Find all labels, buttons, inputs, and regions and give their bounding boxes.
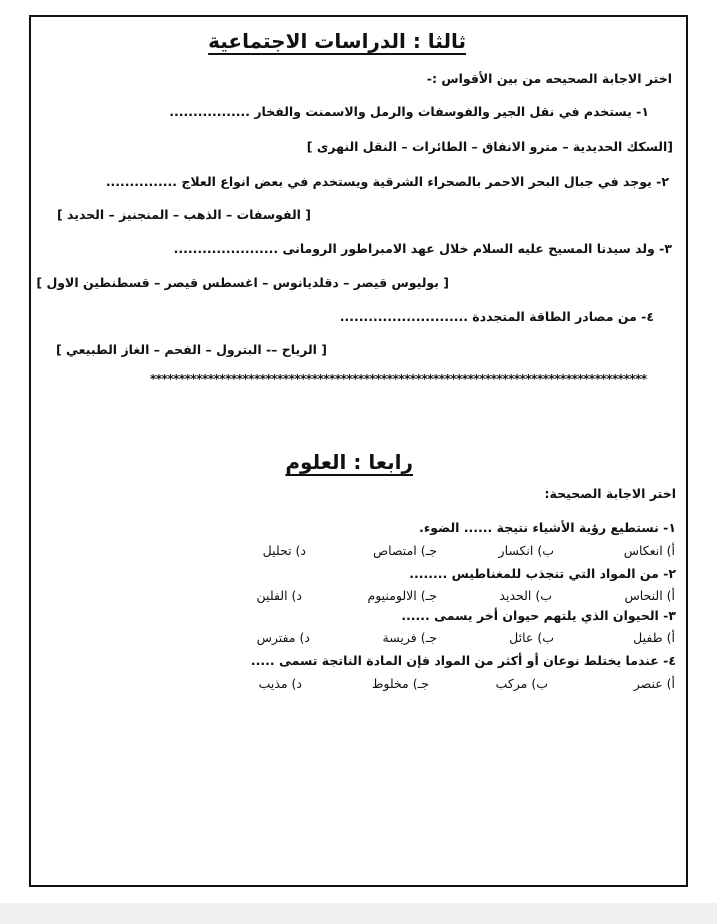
science-question-2-option-c: جـ) الالومنيوم bbox=[367, 588, 437, 603]
section-title-social-studies: ثالثا : الدراسات الاجتماعية bbox=[208, 29, 466, 53]
science-question-4-option-c: جـ) مخلوط bbox=[371, 676, 429, 691]
science-question-3-option-b: ب) عائل bbox=[509, 630, 554, 645]
science-question-3-option-a: أ) طفيل bbox=[633, 630, 675, 645]
science-question-3-option-c: جـ) فريسة bbox=[382, 630, 437, 645]
science-question-2: ٢- من المواد التي تنجذب للمغناطيس ........ bbox=[409, 566, 676, 581]
science-question-2-option-d: د) الفلين bbox=[256, 588, 302, 603]
science-question-4-option-d: د) مذيب bbox=[258, 676, 302, 691]
social-question-3: ٣- ولد سيدنا المسيح عليه السلام خلال عهد الامبراطور الرومانى ...................... bbox=[173, 241, 672, 256]
science-question-2-option-b: ب) الحديد bbox=[499, 588, 552, 603]
science-question-1: ١- نستطيع رؤية الأشياء نتيجة ...... الضوء. bbox=[419, 520, 676, 535]
science-question-4-option-a: أ) عنصر bbox=[633, 676, 675, 691]
social-question-1-choices: [السكك الحديدية – مترو الانفاق – الطائرات – النقل النهرى ] bbox=[306, 139, 673, 154]
science-question-3: ٣- الحيوان الذي يلتهم حيوان أخر يسمى ...... bbox=[401, 608, 676, 623]
bottom-strip bbox=[0, 903, 717, 924]
section-title-science: رابعا : العلوم bbox=[285, 450, 413, 474]
social-question-2-choices: [ الفوسفات – الذهب – المنجنيز – الحديد ] bbox=[56, 207, 311, 222]
social-question-1: ١- يستخدم في نقل الجير والفوسفات والرمل والاسمنت والفخار ................. bbox=[169, 104, 649, 119]
science-question-1-option-c: جـ) امتصاص bbox=[373, 543, 437, 558]
social-question-4: ٤- من مصادر الطاقة المتجددة ........................... bbox=[339, 309, 654, 324]
science-question-1-option-a: أ) انعكاس bbox=[623, 543, 675, 558]
social-question-2: ٢- يوجد في جبال البحر الاحمر بالصحراء الشرقية ويستخدم في بعض انواع العلاج ............... bbox=[105, 174, 669, 189]
science-question-1-option-b: ب) انكسار bbox=[498, 543, 554, 558]
social-instruction: اختر الاجابة الصحيحه من بين الأقواس :- bbox=[426, 71, 672, 86]
science-instruction: اختر الاجابة الصحيحة: bbox=[544, 486, 676, 501]
science-question-2-option-a: أ) النحاس bbox=[624, 588, 675, 603]
social-question-3-choices: [ بوليوس قيصر – دقلديانوس – اغسطس قيصر – قسطنطين الاول ] bbox=[36, 275, 449, 290]
science-question-4-option-b: ب) مركب bbox=[495, 676, 548, 691]
science-question-4: ٤- عندما يختلط نوعان أو أكثر من المواد فإن المادة الناتجة تسمى ..... bbox=[250, 653, 676, 668]
science-question-3-option-d: د) مفترس bbox=[256, 630, 310, 645]
social-question-4-choices: [ الرياح –- البترول – الفحم – الغاز الطبيعي ] bbox=[55, 342, 327, 357]
science-question-1-option-d: د) تحليل bbox=[262, 543, 306, 558]
section-separator: ************************************************************************************** bbox=[150, 372, 647, 386]
